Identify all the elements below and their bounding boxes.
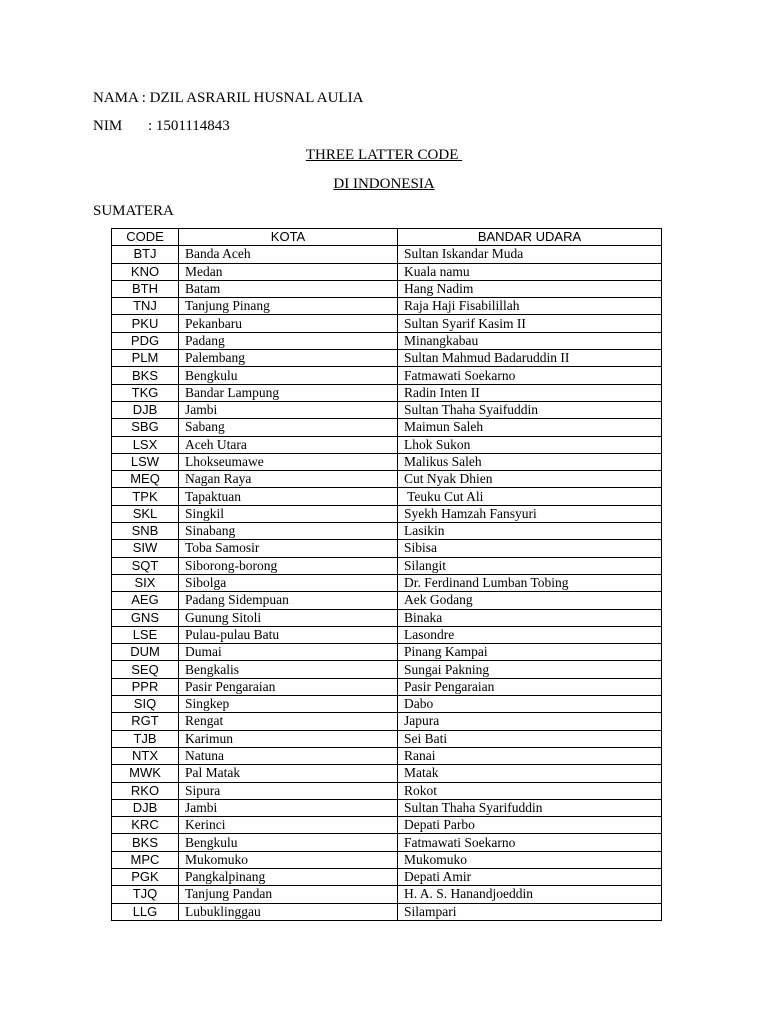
kota-cell: Sipura	[179, 782, 398, 799]
code-cell: BTH	[112, 280, 179, 297]
kota-cell: Batam	[179, 280, 398, 297]
bandara-cell: Hang Nadim	[398, 280, 662, 297]
kota-cell: Tanjung Pandan	[179, 886, 398, 903]
bandara-cell: Teuku Cut Ali	[398, 488, 662, 505]
bandara-cell: Lasikin	[398, 523, 662, 540]
code-cell: NTX	[112, 747, 179, 764]
code-cell: TNJ	[112, 298, 179, 315]
table-row	[112, 765, 662, 782]
kota-cell: Bengkulu	[179, 367, 398, 384]
code-cell: GNS	[112, 609, 179, 626]
column-header-code: CODE	[112, 229, 179, 246]
kota-cell: Padang	[179, 332, 398, 349]
airport-code-table	[111, 228, 662, 921]
kota-cell: Sibolga	[179, 574, 398, 591]
table-row	[112, 817, 662, 834]
bandara-cell: Matak	[398, 765, 662, 782]
student-name-line: NAMA : DZIL ASRARIL HUSNAL AULIA	[93, 90, 364, 106]
kota-cell: Aceh Utara	[179, 436, 398, 453]
table-row	[112, 540, 662, 557]
code-cell: MEQ	[112, 471, 179, 488]
table-row	[112, 453, 662, 470]
table-row	[112, 246, 662, 263]
code-cell: DJB	[112, 401, 179, 418]
code-cell: PLM	[112, 350, 179, 367]
code-cell: RGT	[112, 713, 179, 730]
kota-cell: Pangkalpinang	[179, 868, 398, 885]
code-cell: LSE	[112, 626, 179, 643]
section-title: SUMATERA	[93, 203, 174, 219]
code-cell: DJB	[112, 799, 179, 816]
kota-cell: Karimun	[179, 730, 398, 747]
table-row	[112, 834, 662, 851]
table-header-row	[112, 229, 662, 246]
table-row	[112, 782, 662, 799]
kota-cell: Palembang	[179, 350, 398, 367]
table-row	[112, 471, 662, 488]
code-cell: SEQ	[112, 661, 179, 678]
table-row	[112, 678, 662, 695]
code-cell: SQT	[112, 557, 179, 574]
code-cell: LLG	[112, 903, 179, 920]
kota-cell: Pasir Pengaraian	[179, 678, 398, 695]
code-cell: KNO	[112, 263, 179, 280]
bandara-cell: Fatmawati Soekarno	[398, 834, 662, 851]
bandara-cell: Syekh Hamzah Fansyuri	[398, 505, 662, 522]
bandara-cell: Depati Amir	[398, 868, 662, 885]
table-row	[112, 384, 662, 401]
table-row	[112, 574, 662, 591]
kota-cell: Padang Sidempuan	[179, 592, 398, 609]
kota-cell: Pulau-pulau Batu	[179, 626, 398, 643]
code-cell: TKG	[112, 384, 179, 401]
table-row	[112, 280, 662, 297]
code-cell: TJQ	[112, 886, 179, 903]
kota-cell: Gunung Sitoli	[179, 609, 398, 626]
bandara-cell: Silangit	[398, 557, 662, 574]
code-cell: SIQ	[112, 696, 179, 713]
table-row	[112, 713, 662, 730]
table-row	[112, 419, 662, 436]
table-row	[112, 367, 662, 384]
code-cell: TPK	[112, 488, 179, 505]
student-nim-line	[93, 117, 230, 135]
table-row	[112, 505, 662, 522]
kota-cell: Sinabang	[179, 523, 398, 540]
bandara-cell: Mukomuko	[398, 851, 662, 868]
kota-cell: Jambi	[179, 401, 398, 418]
code-cell: DUM	[112, 644, 179, 661]
bandara-cell: Binaka	[398, 609, 662, 626]
kota-cell: Dumai	[179, 644, 398, 661]
kota-cell: Nagan Raya	[179, 471, 398, 488]
table-body	[112, 246, 662, 921]
code-cell: SBG	[112, 419, 179, 436]
document-subtitle	[0, 175, 768, 193]
table-row	[112, 903, 662, 920]
bandara-cell: Sultan Thaha Syarifuddin	[398, 799, 662, 816]
bandara-cell: Kuala namu	[398, 263, 662, 280]
kota-cell: Lubuklinggau	[179, 903, 398, 920]
bandara-cell: Sibisa	[398, 540, 662, 557]
kota-cell: Singkil	[179, 505, 398, 522]
bandara-cell: Depati Parbo	[398, 817, 662, 834]
bandara-cell: Cut Nyak Dhien	[398, 471, 662, 488]
kota-cell: Bengkalis	[179, 661, 398, 678]
kota-cell: Pekanbaru	[179, 315, 398, 332]
table-row	[112, 332, 662, 349]
table-row	[112, 557, 662, 574]
table-row	[112, 730, 662, 747]
kota-cell: Tapaktuan	[179, 488, 398, 505]
bandara-cell: Sultan Syarif Kasim II	[398, 315, 662, 332]
bandara-cell: Dabo	[398, 696, 662, 713]
table-row	[112, 401, 662, 418]
kota-cell: Bengkulu	[179, 834, 398, 851]
kota-cell: Kerinci	[179, 817, 398, 834]
kota-cell: Toba Samosir	[179, 540, 398, 557]
table-row	[112, 644, 662, 661]
table-row	[112, 350, 662, 367]
kota-cell: Pal Matak	[179, 765, 398, 782]
table-row	[112, 851, 662, 868]
table-row	[112, 747, 662, 764]
bandara-cell: Fatmawati Soekarno	[398, 367, 662, 384]
kota-cell: Siborong-borong	[179, 557, 398, 574]
kota-cell: Tanjung Pinang	[179, 298, 398, 315]
code-cell: BTJ	[112, 246, 179, 263]
bandara-cell: Lasondre	[398, 626, 662, 643]
bandara-cell: Sultan Mahmud Badaruddin II	[398, 350, 662, 367]
bandara-cell: Minangkabau	[398, 332, 662, 349]
bandara-cell: Sei Bati	[398, 730, 662, 747]
code-cell: SKL	[112, 505, 179, 522]
code-cell: MPC	[112, 851, 179, 868]
kota-cell: Bandar Lampung	[179, 384, 398, 401]
bandara-cell: Japura	[398, 713, 662, 730]
code-cell: PDG	[112, 332, 179, 349]
bandara-cell: Malikus Saleh	[398, 453, 662, 470]
code-cell: PGK	[112, 868, 179, 885]
code-cell: PKU	[112, 315, 179, 332]
nim-value: : 1501114843	[148, 118, 230, 134]
bandara-cell: Sultan Thaha Syaifuddin	[398, 401, 662, 418]
table-row	[112, 436, 662, 453]
nim-label: NIM	[93, 118, 123, 134]
code-cell: KRC	[112, 817, 179, 834]
code-cell: AEG	[112, 592, 179, 609]
code-cell: SIX	[112, 574, 179, 591]
code-cell: RKO	[112, 782, 179, 799]
document-subtitle-text: DI INDONESIA	[333, 176, 435, 192]
document-title-text: THREE LATTER CODE	[305, 147, 463, 163]
table-row	[112, 298, 662, 315]
table-row	[112, 868, 662, 885]
bandara-cell: Sungai Pakning	[398, 661, 662, 678]
kota-cell: Medan	[179, 263, 398, 280]
kota-cell: Banda Aceh	[179, 246, 398, 263]
code-cell: PPR	[112, 678, 179, 695]
code-cell: BKS	[112, 367, 179, 384]
bandara-cell: Maimun Saleh	[398, 419, 662, 436]
table-header	[112, 229, 662, 246]
kota-cell: Rengat	[179, 713, 398, 730]
code-cell: MWK	[112, 765, 179, 782]
column-header-kota: KOTA	[179, 229, 398, 246]
code-cell: LSW	[112, 453, 179, 470]
bandara-cell: Radin Inten II	[398, 384, 662, 401]
bandara-cell: H. A. S. Hanandjoeddin	[398, 886, 662, 903]
code-cell: BKS	[112, 834, 179, 851]
table-row	[112, 263, 662, 280]
bandara-cell: Aek Godang	[398, 592, 662, 609]
bandara-cell: Sultan Iskandar Muda	[398, 246, 662, 263]
bandara-cell: Lhok Sukon	[398, 436, 662, 453]
table-row	[112, 609, 662, 626]
code-cell: TJB	[112, 730, 179, 747]
kota-cell: Jambi	[179, 799, 398, 816]
bandara-cell: Rokot	[398, 782, 662, 799]
bandara-cell: Pinang Kampai	[398, 644, 662, 661]
table-row	[112, 799, 662, 816]
kota-cell: Natuna	[179, 747, 398, 764]
table-row	[112, 886, 662, 903]
table-row	[112, 661, 662, 678]
bandara-cell: Ranai	[398, 747, 662, 764]
code-cell: LSX	[112, 436, 179, 453]
code-cell: SIW	[112, 540, 179, 557]
table-row	[112, 696, 662, 713]
kota-cell: Sabang	[179, 419, 398, 436]
table-row	[112, 488, 662, 505]
code-cell: SNB	[112, 523, 179, 540]
kota-cell: Lhokseumawe	[179, 453, 398, 470]
kota-cell: Mukomuko	[179, 851, 398, 868]
bandara-cell: Pasir Pengaraian	[398, 678, 662, 695]
document-title	[0, 146, 768, 164]
bandara-cell: Silampari	[398, 903, 662, 920]
kota-cell: Singkep	[179, 696, 398, 713]
table-row	[112, 523, 662, 540]
table-row	[112, 626, 662, 643]
bandara-cell: Dr. Ferdinand Lumban Tobing	[398, 574, 662, 591]
bandara-cell: Raja Haji Fisabilillah	[398, 298, 662, 315]
table-row	[112, 592, 662, 609]
table-row	[112, 315, 662, 332]
column-header-bandara: BANDAR UDARA	[398, 229, 662, 246]
